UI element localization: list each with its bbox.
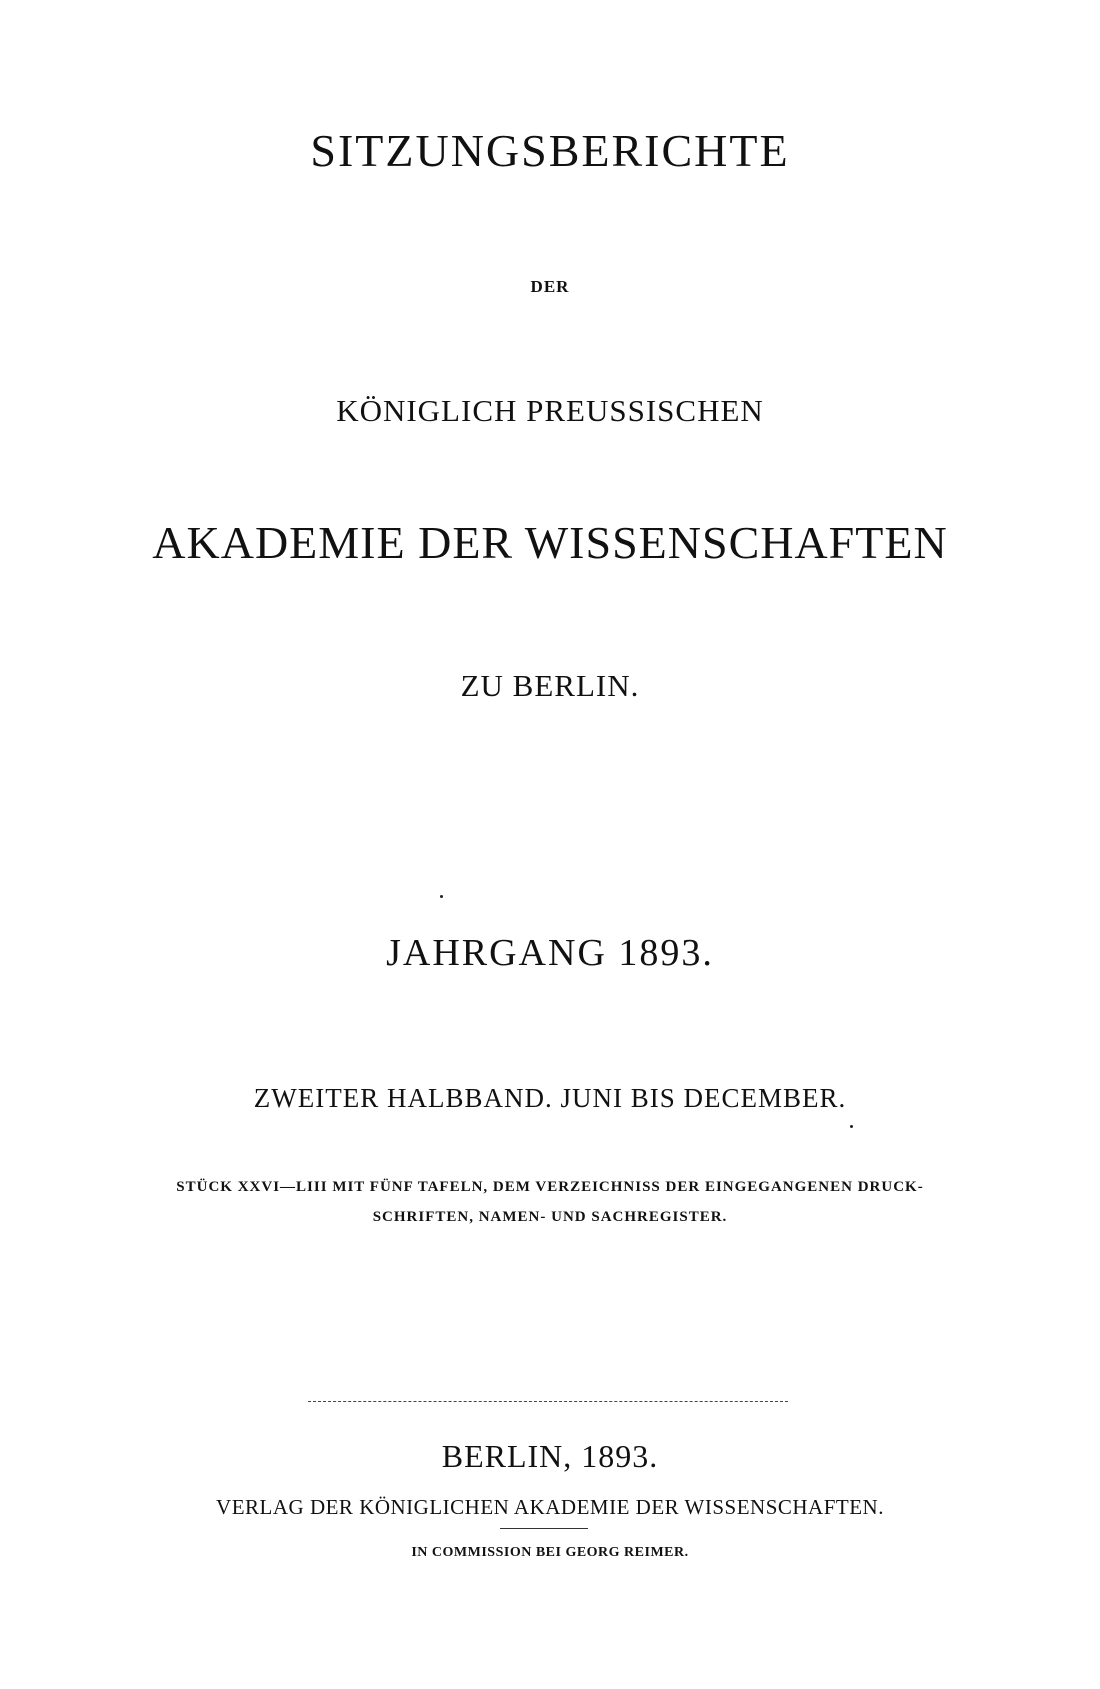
volume-year: JAHRGANG 1893.: [386, 932, 714, 974]
short-divider: [500, 1528, 588, 1529]
divider-rule: [308, 1401, 788, 1402]
print-speck: [440, 895, 443, 898]
contents-line-2: SCHRIFTEN, NAMEN- UND SACHREGISTER.: [372, 1209, 728, 1225]
royal-prussian-line: KÖNIGLICH PREUSSISCHEN: [336, 393, 764, 428]
imprint-place-year: BERLIN, 1893.: [441, 1438, 659, 1474]
academy-name: AKADEMIE DER WISSENSCHAFTEN: [152, 517, 948, 568]
contents-line-1: STÜCK XXVI—LIII MIT FÜNF TAFELN, DEM VERZEICHNISS DER EINGEGANGENEN DRUCK-: [176, 1179, 924, 1195]
half-volume-line: ZWEITER HALBBAND. JUNI BIS DECEMBER.: [253, 1083, 847, 1113]
main-title: SITZUNGSBERICHTE: [310, 125, 790, 176]
print-speck: [850, 1125, 853, 1128]
article-der: DER: [530, 277, 570, 296]
commission-line: IN COMMISSION BEI GEORG REIMER.: [411, 1545, 689, 1560]
location-line: ZU BERLIN.: [460, 668, 640, 703]
publisher-line: VERLAG DER KÖNIGLICHEN AKADEMIE DER WISSENSCHAFTEN.: [216, 1495, 884, 1519]
